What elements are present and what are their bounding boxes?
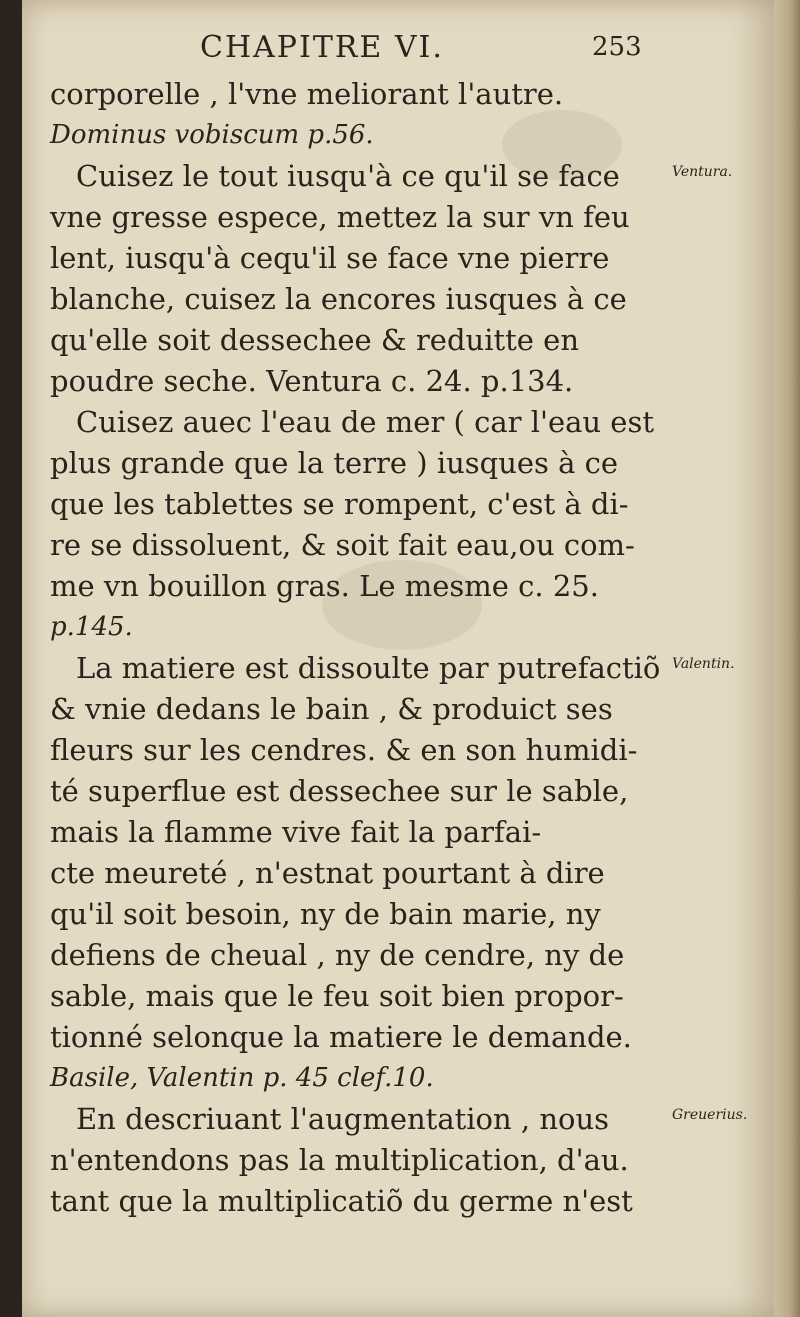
margin-note: Valentin.: [672, 656, 735, 672]
text-line: n'entendons pas la multiplication, d'au.: [50, 1143, 629, 1177]
text-line: La matiere est dissoulte par putrefactiõ: [76, 651, 661, 685]
text-line: defiens de cheual , ny de cendre, ny de: [50, 938, 625, 972]
margin-note: Greuerius.: [672, 1107, 748, 1123]
text-line: mais la flamme vive fait la parfai-: [50, 815, 542, 849]
text-line: re se dissoluent, & soit fait eau,ou com-: [50, 528, 635, 562]
text-line: cte meureté , n'estnat pourtant à dire: [50, 856, 605, 890]
text-line: p.145.: [50, 612, 133, 642]
body-text: [50, 74, 661, 1222]
text-line: vne gresse espece, mettez la sur vn feu: [50, 200, 630, 234]
page-edge: [774, 0, 800, 1317]
text-line: Cuisez auec l'eau de mer ( car l'eau est: [76, 405, 654, 439]
book-page: [22, 0, 774, 1317]
text-line: qu'il soit besoin, ny de bain marie, ny: [50, 897, 601, 931]
text-line: blanche, cuisez la encores iusques à ce: [50, 282, 627, 316]
text-line: té superflue est dessechee sur le sable,: [50, 774, 629, 808]
text-line: qu'elle soit dessechee & reduitte en: [50, 323, 580, 357]
margin-note: Ventura.: [672, 164, 733, 180]
page-number: 253: [592, 32, 642, 62]
text-line: lent, iusqu'à cequ'il se face vne pierre: [50, 241, 610, 275]
text-line: me vn bouillon gras. Le mesme c. 25.: [50, 569, 599, 603]
text-line: En descriuant l'augmentation , nous: [76, 1102, 610, 1136]
text-line: plus grande que la terre ) iusques à ce: [50, 446, 619, 480]
text-line: Cuisez le tout iusqu'à ce qu'il se face: [76, 159, 620, 193]
text-line: tionné selonque la matiere le demande.: [50, 1020, 632, 1054]
text-line: Dominus vobiscum p.56.: [50, 120, 374, 150]
text-line: sable, mais que le feu soit bien propor-: [50, 979, 624, 1013]
text-line: poudre seche. Ventura c. 24. p.134.: [50, 364, 574, 398]
page-header: [22, 30, 774, 70]
text-line: Basile, Valentin p. 45 clef.10.: [50, 1063, 434, 1093]
text-line: que les tablettes se rompent, c'est à di-: [50, 487, 629, 521]
text-line: tant que la multiplicatiõ du germe n'est: [50, 1184, 633, 1218]
text-line: fleurs sur les cendres. & en son humidi-: [50, 733, 638, 767]
running-head: CHAPITRE VI.: [200, 30, 444, 65]
text-line: corporelle , l'vne meliorant l'autre.: [50, 77, 564, 111]
text-line: & vnie dedans le bain , & produict ses: [50, 692, 613, 726]
